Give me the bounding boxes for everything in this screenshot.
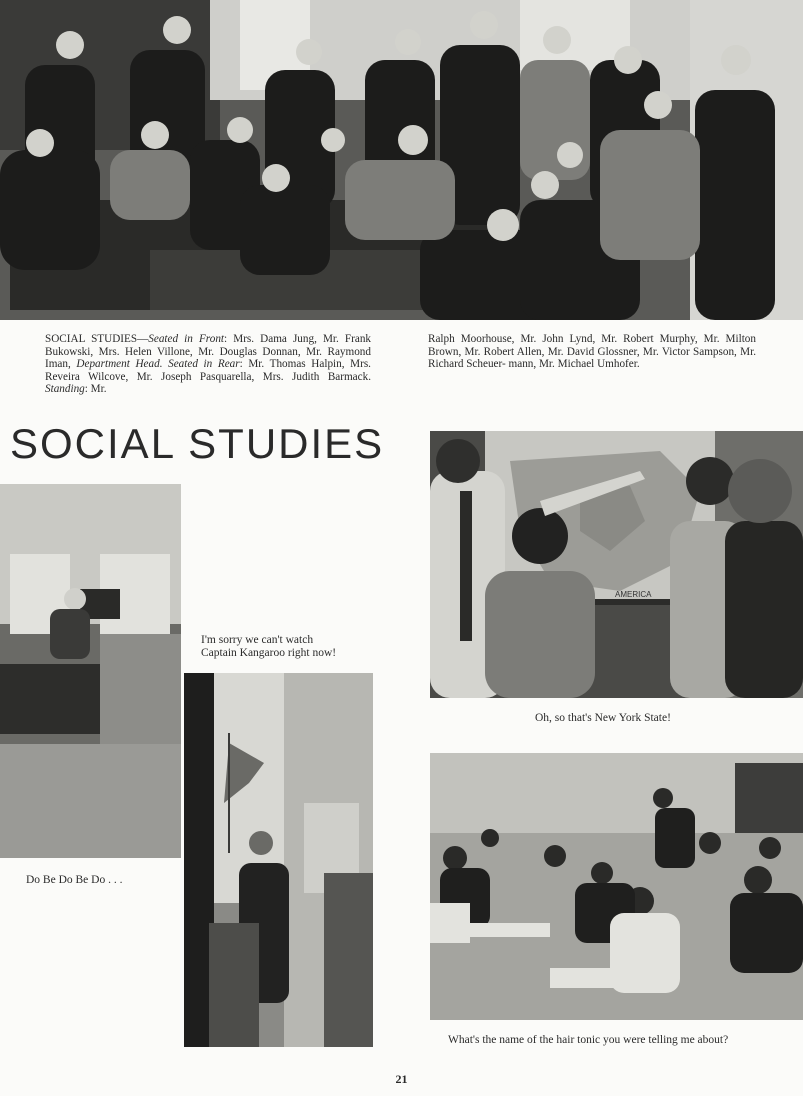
map-photo bbox=[430, 431, 803, 698]
hair-tonic-caption: What's the name of the hair tonic you were telling me about? bbox=[448, 1034, 729, 1046]
classroom-photo-right bbox=[430, 753, 803, 1020]
teacher-flag-photo bbox=[184, 673, 373, 1047]
caption-text: : Mr. bbox=[84, 383, 107, 396]
faculty-caption-col2: Ralph Moorhouse, Mr. John Lynd, Mr. Robert Murphy, Mr. Milton Brown, Mr. Robert Allen, Mr. David Glossner, Mr. Victor Sampson, Mr. Richard Scheuer- mann, Mr. Michael Umhofer. bbox=[428, 333, 756, 371]
section-heading: SOCIAL STUDIES bbox=[10, 420, 385, 467]
page-number: 21 bbox=[395, 1072, 408, 1086]
faculty-caption-col1 bbox=[45, 333, 371, 396]
map-caption: Oh, so that's New York State! bbox=[535, 712, 671, 724]
map-label: AMERICA bbox=[615, 590, 652, 599]
caption-text: : Mrs. Dama Jung, Mr. Frank Bukowski, Mrs. Helen Villone, Mr. Douglas Donnan, Mr. Raymond Iman, bbox=[45, 333, 372, 371]
faculty-group-photo bbox=[0, 0, 803, 320]
caption-text: Department Head. Seated in Rear bbox=[76, 358, 240, 371]
kangaroo-caption-line2: Captain Kangaroo right now! bbox=[201, 647, 337, 659]
classroom-photo-left bbox=[0, 484, 181, 858]
kangaroo-caption-line1: I'm sorry we can't watch bbox=[201, 634, 314, 646]
caption-text: : Mr. Thomas Halpin, Mrs. Reveira Wilcove, Mr. Joseph Pasquarella, Mrs. Judith Barmack. bbox=[45, 358, 371, 383]
dobe-caption: Do Be Do Be Do . . . bbox=[26, 874, 123, 886]
caption-text: SOCIAL STUDIES— bbox=[45, 333, 149, 345]
caption-text: Standing bbox=[45, 383, 85, 396]
caption-text: Seated in Front bbox=[148, 333, 225, 345]
